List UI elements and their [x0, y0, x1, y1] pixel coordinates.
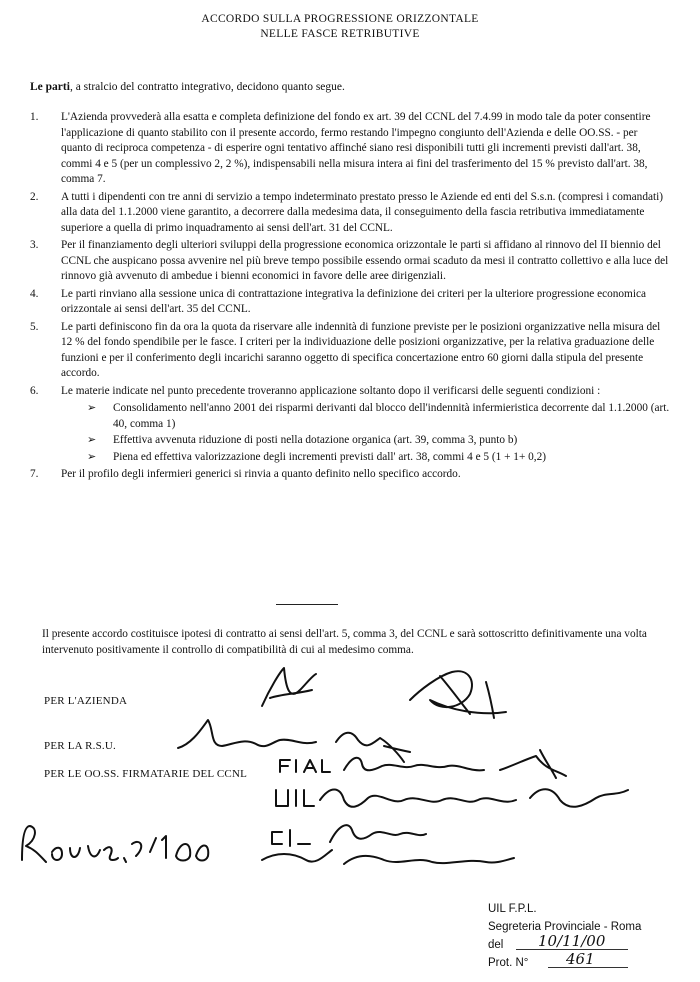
rsu-signature-label: PER LA R.S.U. [44, 740, 116, 752]
item-text: Le parti rinviano alla sessione unica di contrattazione integrativa la definizione dei criteri per la ulteriore progressione economica orizzontale ai sensi dell'art. 35 del CCNL. [61, 287, 646, 315]
title-line-2: NELLE FASCE RETRIBUTIVE [260, 28, 420, 40]
arrow-bullet-icon: ➢ [87, 434, 97, 446]
signature-uil [276, 790, 314, 806]
signature-azienda-2 [410, 671, 506, 718]
arrow-bullet-icon: ➢ [87, 450, 97, 463]
item-number: 3. [30, 239, 39, 251]
stamp-prot-row [488, 950, 688, 972]
stamp-del-label: del [488, 939, 504, 951]
ooss-signature-label: PER LE OO.SS. FIRMATARIE DEL CCNL [44, 768, 248, 780]
item-number: 2. [30, 190, 39, 203]
condition-text: Piena ed effettiva valorizzazione degli incrementi previsti dall' art. 38, commi 4 e 5 (1 + 1+ 0,2) [113, 450, 547, 463]
item-number: 4. [30, 287, 39, 300]
signature-ooss-1 [344, 750, 566, 778]
stamp-prot-label: Prot. N° [488, 957, 529, 969]
closing-paragraph: Il presente accordo costituisce ipotesi di contratto ai sensi dell'art. 5, comma 3, del CCNL e sarà sottoscritto definitivamente una volta intervenuto positivamente il controllo di compatibilità di cui al medesimo comma. [42, 628, 647, 656]
item-number: 5. [30, 320, 39, 333]
item-text: Per il profilo degli infermieri generici si rinvia a quanto definito nello specifico accordo. [61, 468, 461, 480]
signature-ooss-2 [320, 789, 628, 807]
condition-text: Effettiva avvenuta riduzione di posti nella dotazione organica (art. 39, comma 3, punto b) [113, 434, 518, 446]
signature-fials [280, 760, 330, 772]
stamp-prot-value: 461 [566, 950, 595, 968]
item-text: L'Azienda provvederà alla esatta e completa definizione del fondo ex art. 39 del CCNL del 7.4.99 in modo tale da poter consentire l'applicazione di quanto stabilito con il presente accordo, fermo restando l'impegno congiunto dell'Azienda e delle OO.SS. - per quanto di reciproca competenza - di esperire ogni tentativo affinché siano resi disponibili tutti gli incrementi previsti dall'art. 38, commi 4 e 5 (per un complessivo 2, 2 %), indispensabili nella misura intera ai fini del trasferimento del 15 % previsto dall'art. 38, comma 7. [61, 111, 651, 185]
item-text: Le parti definiscono fin da ora la quota da riservare alle indennità di funzione previste per le posizioni organizzative nella misura del 12 % del fondo spendibile per le fasce. I criteri per la individuazione delle posizioni organizzative, per la relativa graduazione delle funzioni e per il conferimento degli incarichi saranno oggetto di specifica concertazione entro 60 giorni dalla stipula del presente accordo. [61, 320, 661, 379]
item-text: A tutti i dipendenti con tre anni di servizio a tempo indeterminato prestato presso le Aziende ed enti del S.s.n. (compresi i comandati) alla data del 1.1.2000 viene garantito, a decorrere dalla medesima data, il conseguimento della fascia retributiva immediatamente superiore a quella di primo inquadramento ai sensi dell'art. 31 del CCNL. [61, 190, 664, 234]
signature-azienda-1 [262, 668, 316, 706]
item-text: Le materie indicate nel punto precedente troveranno applicazione soltanto dopo il verificarsi delle seguenti condizioni : [61, 384, 601, 397]
title-line-1: ACCORDO SULLA PROGRESSIONE ORIZZONTALE [201, 13, 479, 25]
stamp-del-value: 10/11/00 [538, 932, 606, 950]
intro-bold: Le parti [30, 81, 70, 93]
condition-text: Consolidamento nell'anno 2001 dei risparmi derivanti dal blocco dell'indennità infermieristica decorrente dal 1.1.2000 (art. 40, comma 1) [113, 402, 670, 430]
azienda-signature-label: PER L'AZIENDA [44, 695, 128, 707]
item-number: 6. [30, 384, 39, 397]
signature-rsu [178, 720, 410, 762]
protocol-stamp [488, 900, 688, 972]
stamp-org: UIL F.P.L. [488, 903, 537, 915]
item-text: Per il finanziamento degli ulteriori sviluppi della progressione economica orizzontale le parti si affidano al rinnovo del II biennio del CCNL che auspicano possa avvenire nel più breve tempo possibile essendo ormai scaduto da mesi il contratto collettivo e alla luce del rinnovo già avvenuto di ambedue i bienni economici in favore delle aree dirigenziali. [61, 239, 669, 282]
arrow-bullet-icon: ➢ [87, 402, 97, 414]
stamp-office: Segreteria Provinciale - Roma [488, 921, 642, 933]
item-number: 7. [30, 468, 39, 480]
signature-place-date [22, 826, 208, 862]
intro-rest: , a stralcio del contratto integrativo, decidono quanto segue. [69, 81, 345, 93]
item-number: 1. [30, 111, 39, 123]
signature-ooss-3 [262, 850, 514, 864]
signature-cisl [272, 825, 426, 846]
